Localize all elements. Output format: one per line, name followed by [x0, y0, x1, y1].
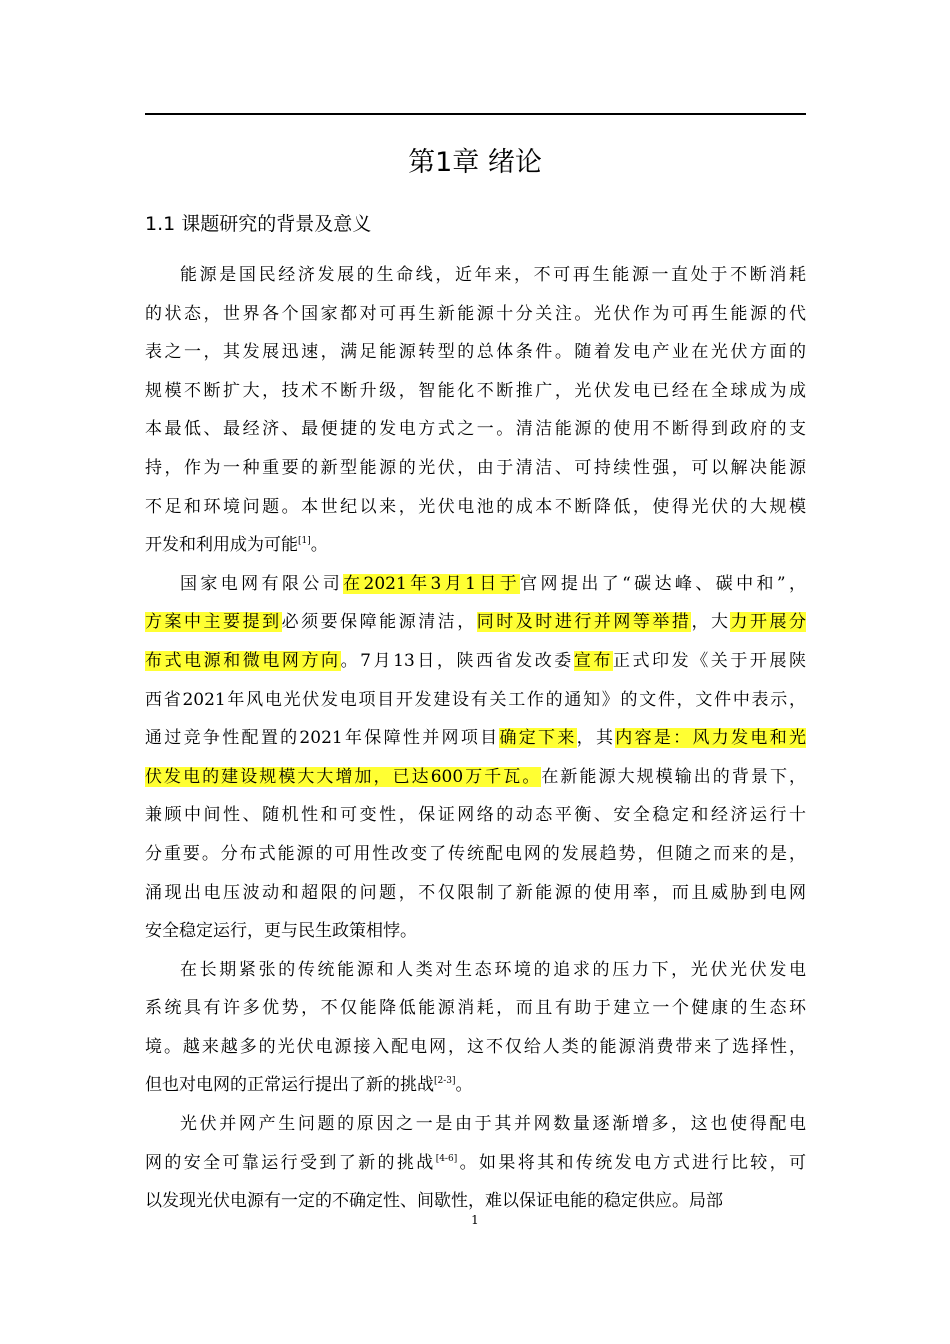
paragraph-2-line — [145, 796, 806, 835]
highlighted-text: 伏发电的建设规模大大增加，已达600万千瓦。 — [145, 766, 542, 787]
body-text-run: 境。越来越多的光伏电源接入配电网，这不仅给人类的能源消费带来了选择性， — [145, 1036, 806, 1057]
body-text-run: 安全稳定运行，更与民生政策相悖。 — [145, 921, 417, 942]
citation-ref: [1] — [298, 536, 311, 547]
body-text-run: 表之一，其发展迅速，满足能源转型的总体条件。随着发电产业在光伏方面的 — [145, 342, 806, 363]
body-text — [145, 256, 806, 1221]
highlighted-text: 确定下来 — [499, 728, 577, 749]
paragraph-4-line — [145, 1144, 806, 1183]
body-text-run: 本最低、最经济、最便捷的发电方式之一。清洁能源的使用不断得到政府的支 — [145, 419, 806, 440]
body-text-run: 分重要。分布式能源的可用性改变了传统配电网的发展趋势，但随之而来的是， — [145, 843, 806, 864]
body-text-run: 系统具有许多优势，不仅能降低能源消耗，而且有助于建立一个健康的生态环 — [145, 998, 806, 1019]
paragraph-2-line — [145, 681, 806, 720]
body-text-run: 官网提出了“碳达峰、碳中和”， — [520, 573, 806, 594]
paragraph-2-line — [145, 719, 806, 758]
paragraph-1-line — [145, 295, 806, 334]
body-text-run: 不足和环境问题。本世纪以来，光伏电池的成本不断降低，使得光伏的大规模 — [145, 496, 806, 517]
body-text-run: 国家电网有限公司 — [180, 573, 344, 594]
body-text-run: 兼顾中间性、随机性和可变性，保证网络的动态平衡、安全稳定和经济运行十 — [145, 805, 806, 826]
body-text-run: 。如果将其和传统发电方式进行比较，可 — [457, 1152, 807, 1173]
body-text-run: 通过竞争性配置的2021年保障性并网项目 — [145, 728, 500, 749]
highlighted-text: 布式电源和微电网方向 — [145, 650, 341, 671]
citation-ref: [2-3] — [434, 1076, 456, 1087]
paragraph-3-line — [145, 1066, 806, 1105]
body-text-run: 在长期紧张的传统能源和人类对生态环境的追求的压力下，光伏光伏发电 — [180, 959, 806, 980]
body-text-run: 。7月13日，陕西省发改委 — [340, 650, 574, 671]
body-text-run: 的状态，世界各个国家都对可再生新能源十分关注。光伏作为可再生能源的代 — [145, 303, 806, 324]
highlighted-text: 力开展分 — [730, 612, 807, 633]
body-text-run: 光伏并网产生问题的原因之一是由于其并网数量逐渐增多，这也使得配电 — [180, 1114, 806, 1135]
body-text-run: ，其 — [576, 728, 616, 749]
highlighted-text: 内容是：风力发电和光 — [615, 728, 807, 749]
body-text-run: 以发现光伏电源有一定的不确定性、间歇性，难以保证电能的稳定供应。局部 — [145, 1191, 723, 1212]
paragraph-2-line — [145, 835, 806, 874]
body-text-run: 正式印发《关于开展陕 — [612, 650, 807, 671]
paragraph-2-line — [145, 642, 806, 681]
paragraph-2-line — [145, 758, 806, 797]
section-title: 1.1 课题研究的背景及意义 — [145, 213, 372, 235]
highlighted-text: 宣布 — [573, 650, 613, 671]
paragraph-2-line — [145, 874, 806, 913]
body-text-run: 但也对电网的正常运行提出了新的挑战 — [145, 1075, 434, 1096]
body-text-run: 在新能源大规模输出的背景下， — [541, 766, 806, 787]
body-text-run: 能源是国民经济发展的生命线，近年来，不可再生能源一直处于不断消耗 — [180, 265, 806, 285]
paragraph-1-line — [145, 488, 806, 527]
body-text-run: 开发和利用成为可能 — [145, 535, 298, 556]
paragraph-1-line — [145, 410, 806, 449]
paragraph-3-line — [145, 1028, 806, 1067]
highlighted-text: 同时及时进行并网等举措 — [476, 612, 692, 633]
highlighted-text: 方案中主要提到 — [145, 612, 282, 633]
paragraph-3-line — [145, 989, 806, 1028]
paragraph-1-line — [145, 372, 806, 411]
highlighted-text: 在2021年3月1日于 — [343, 573, 521, 594]
paragraph-1-line — [145, 256, 806, 295]
body-text-run: ，大 — [691, 612, 731, 633]
page-number: 1 — [471, 1213, 479, 1227]
body-text-run: 必须要保障能源清洁， — [281, 612, 477, 633]
body-text-run: 。 — [310, 535, 328, 556]
paragraph-4-line — [145, 1105, 806, 1144]
paragraph-2-line — [145, 912, 806, 951]
chapter-title: 第1章 绪论 — [408, 147, 542, 178]
paragraph-3-line — [145, 951, 806, 990]
paragraph-1-line — [145, 449, 806, 488]
body-text-run: 持，作为一种重要的新型能源的光伏，由于清洁、可持续性强，可以解决能源 — [145, 457, 806, 478]
body-text-run: 网的安全可靠运行受到了新的挑战 — [145, 1152, 436, 1173]
paragraph-1-line — [145, 333, 806, 372]
paragraph-2-line — [145, 565, 806, 604]
paragraph-2-line — [145, 603, 806, 642]
body-text-run: 涌现出电压波动和超限的问题，不仅限制了新能源的使用率，而且威胁到电网 — [145, 882, 806, 903]
header-rule — [145, 113, 806, 115]
body-text-run: 。 — [455, 1075, 473, 1096]
body-text-run: 西省2021年风电光伏发电项目开发建设有关工作的通知》的文件，文件中表示， — [145, 689, 806, 710]
body-text-run: 规模不断扩大，技术不断升级，智能化不断推广，光伏发电已经在全球成为成 — [145, 380, 806, 401]
citation-ref: [4-6] — [435, 1153, 458, 1164]
paragraph-1-line — [145, 526, 806, 565]
